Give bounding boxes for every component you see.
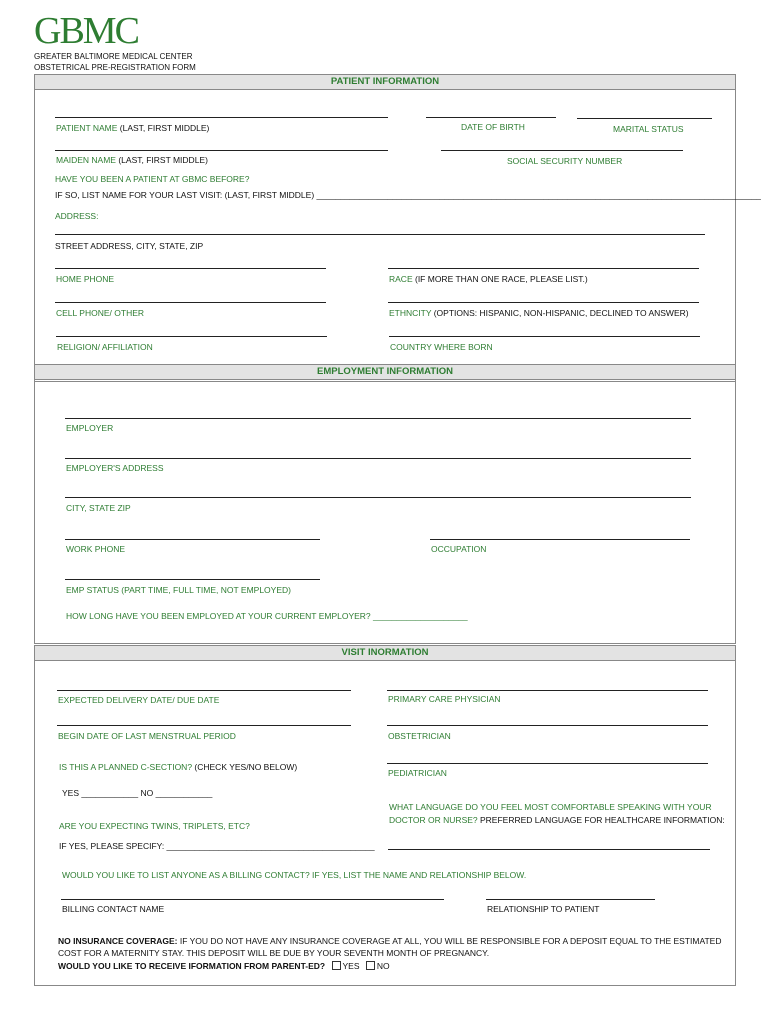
address-line[interactable] xyxy=(55,234,705,235)
work-phone-label: WORK PHONE xyxy=(66,544,126,554)
pcp-line[interactable] xyxy=(387,690,708,691)
patient-section-title: PATIENT INFORMATION xyxy=(34,74,736,90)
pcp-label: PRIMARY CARE PHYSICIAN xyxy=(388,694,501,704)
address-label: ADDRESS: xyxy=(55,211,99,221)
marital-label: MARITAL STATUS xyxy=(613,124,684,134)
occupation-label: OCCUPATION xyxy=(431,544,487,554)
ssn-line[interactable] xyxy=(441,150,683,151)
no-insurance-notice-line1: NO INSURANCE COVERAGE: IF YOU DO NOT HAVE ANY INSURANCE COVERAGE AT ALL, YOU WILL BE RESPONSIBLE FOR A DEPOSIT EQUAL TO THE ESTIMATED xyxy=(58,936,722,946)
ethnicity-line[interactable] xyxy=(388,302,699,303)
city-state-label: CITY, STATE ZIP xyxy=(66,503,131,513)
dob-line[interactable] xyxy=(426,117,556,118)
religion-line[interactable] xyxy=(56,336,327,337)
obstetrician-line[interactable] xyxy=(387,725,708,726)
language-line[interactable] xyxy=(388,849,710,850)
twins-question: ARE YOU EXPECTING TWINS, TRIPLETS, ETC? xyxy=(59,821,250,831)
dob-label: DATE OF BIRTH xyxy=(461,122,525,132)
csection-yes-no-field[interactable]: YES ____________ NO ____________ xyxy=(62,788,213,798)
employment-section xyxy=(34,364,736,644)
csection-question: IS THIS A PLANNED C-SECTION? (CHECK YES/NO BELOW) xyxy=(59,762,298,772)
parent-ed-yes-label: YES xyxy=(342,961,360,971)
parent-ed-yes-checkbox[interactable] xyxy=(332,961,341,970)
street-address-label: STREET ADDRESS, CITY, STATE, ZIP xyxy=(55,241,204,251)
employer-label: EMPLOYER xyxy=(66,423,114,433)
lmp-line[interactable] xyxy=(57,725,351,726)
employment-duration-field[interactable]: HOW LONG HAVE YOU BEEN EMPLOYED AT YOUR CURRENT EMPLOYER? ____________________ xyxy=(66,611,468,621)
lmp-label: BEGIN DATE OF LAST MENSTRUAL PERIOD xyxy=(58,731,236,741)
country-label: COUNTRY WHERE BORN xyxy=(390,342,493,352)
gbmc-logo: GBMC xyxy=(34,10,138,52)
language-question-line2: DOCTOR OR NURSE? PREFERRED LANGUAGE FOR HEALTHCARE INFORMATION: xyxy=(389,815,725,825)
work-phone-line[interactable] xyxy=(65,539,320,540)
twins-specify-field[interactable]: IF YES, PLEASE SPECIFY: ____________________________________________ xyxy=(59,841,375,851)
race-label: RACE (IF MORE THAN ONE RACE, PLEASE LIST.) xyxy=(389,274,588,284)
city-state-line[interactable] xyxy=(65,497,691,498)
previous-patient-question: HAVE YOU BEEN A PATIENT AT GBMC BEFORE? xyxy=(55,174,250,184)
patient-name-label: PATIENT NAME (LAST, FIRST MIDDLE) xyxy=(56,123,210,133)
ssn-label: SOCIAL SECURITY NUMBER xyxy=(507,156,623,166)
emp-status-label: EMP STATUS (PART TIME, FULL TIME, NOT EMPLOYED) xyxy=(66,585,291,595)
pediatrician-label: PEDIATRICIAN xyxy=(388,768,447,778)
cell-phone-line[interactable] xyxy=(55,302,326,303)
occupation-line[interactable] xyxy=(430,539,690,540)
employer-address-label: EMPLOYER'S ADDRESS xyxy=(66,463,164,473)
relationship-line[interactable] xyxy=(486,899,655,900)
employer-line[interactable] xyxy=(65,418,691,419)
due-date-label: EXPECTED DELIVERY DATE/ DUE DATE xyxy=(58,695,220,705)
language-question-line1: WHAT LANGUAGE DO YOU FEEL MOST COMFORTABLE SPEAKING WITH YOUR xyxy=(389,802,712,812)
country-line[interactable] xyxy=(389,336,700,337)
ethnicity-label: ETHNCITY (OPTIONS: HISPANIC, NON-HISPANIC, DECLINED TO ANSWER) xyxy=(389,308,689,318)
race-line[interactable] xyxy=(388,268,699,269)
parent-ed-no-checkbox[interactable] xyxy=(366,961,375,970)
billing-name-line[interactable] xyxy=(61,899,444,900)
maiden-name-label: MAIDEN NAME (LAST, FIRST MIDDLE) xyxy=(56,155,208,165)
obstetrician-label: OBSTETRICIAN xyxy=(388,731,451,741)
billing-name-label: BILLING CONTACT NAME xyxy=(62,904,165,914)
parent-ed-no-label: NO xyxy=(376,961,390,971)
home-phone-line[interactable] xyxy=(55,268,326,269)
religion-label: RELIGION/ AFFILIATION xyxy=(57,342,153,352)
last-visit-name-field[interactable]: IF SO, LIST NAME FOR YOUR LAST VISIT: (LAST, FIRST MIDDLE) ______________________________________________________________________________________________ xyxy=(55,190,761,200)
relationship-label: RELATIONSHIP TO PATIENT xyxy=(487,904,600,914)
employer-address-line[interactable] xyxy=(65,458,691,459)
no-insurance-notice-line2: COST FOR A MATERNITY STAY. THIS DEPOSIT WILL BE DUE BY YOUR SEVENTH MONTH OF PREGNANCY. xyxy=(58,948,490,958)
visit-section-title: VISIT INORMATION xyxy=(34,645,736,661)
home-phone-label: HOME PHONE xyxy=(56,274,115,284)
parent-ed-question: WOULD YOU LIKE TO RECEIVE IFORMATION FROM PARENT-ED? YES NO xyxy=(58,961,390,971)
org-name: GREATER BALTIMORE MEDICAL CENTER xyxy=(34,52,193,61)
pediatrician-line[interactable] xyxy=(387,763,708,764)
form-title: OBSTETRICAL PRE-REGISTRATION FORM xyxy=(34,63,196,72)
billing-question: WOULD YOU LIKE TO LIST ANYONE AS A BILLING CONTACT? IF YES, LIST THE NAME AND RELATIONSHIP BELOW. xyxy=(62,870,527,880)
employment-section-title: EMPLOYMENT INFORMATION xyxy=(34,364,736,380)
due-date-line[interactable] xyxy=(57,690,351,691)
emp-status-line[interactable] xyxy=(65,579,320,580)
cell-phone-label: CELL PHONE/ OTHER xyxy=(56,308,145,318)
marital-line[interactable] xyxy=(577,118,712,119)
maiden-name-line[interactable] xyxy=(55,150,388,151)
patient-name-line[interactable] xyxy=(55,117,388,118)
